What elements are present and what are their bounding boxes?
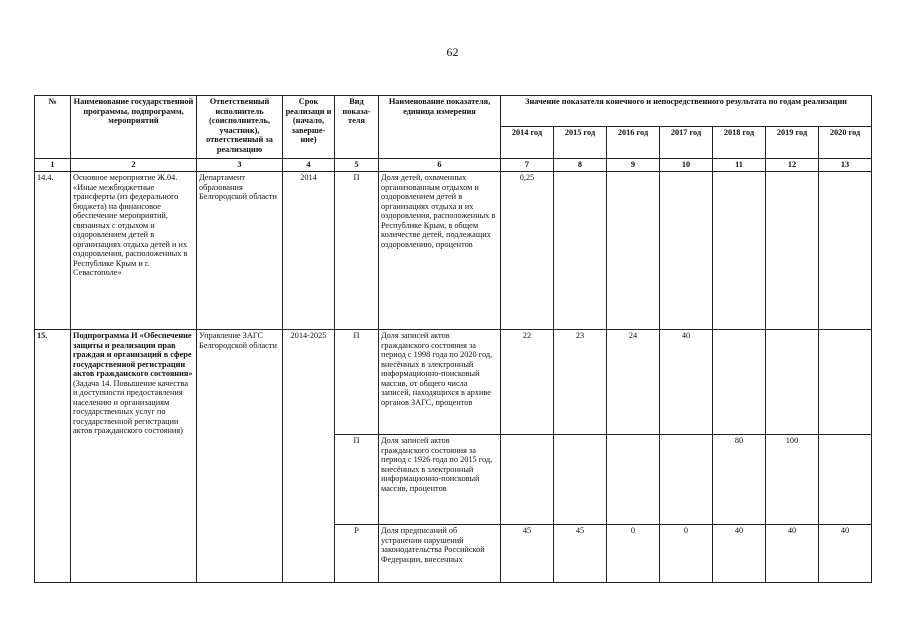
value-cell [607, 172, 660, 330]
value-cell: 0,25 [501, 172, 554, 330]
value-cell [607, 435, 660, 525]
value-cell: 40 [766, 525, 819, 583]
value-cell: 45 [501, 525, 554, 583]
row-term: 2014-2025 [283, 330, 335, 583]
row-indicator: Доля записей актов гражданского состояния за период с 1998 года по 2020 год, внесённых в электронный информационно-поисковый массив, от общего числа записей, находящихся в архиве органов ЗАГС, процентов [379, 330, 501, 435]
value-cell [819, 435, 872, 525]
column-number: 11 [713, 159, 766, 172]
value-cell [501, 435, 554, 525]
value-cell: 24 [607, 330, 660, 435]
subprogram-task: (Задача 14. Повышение качества и доступности предоставления населению и организациям государственных услуг по государственной регистрации актов гражданского состояния) [73, 378, 189, 435]
row-type: Р [335, 525, 379, 583]
value-cell [713, 172, 766, 330]
column-number: 9 [607, 159, 660, 172]
header-num: № [35, 96, 71, 159]
year-header: 2019 год [766, 127, 819, 159]
value-cell [766, 330, 819, 435]
column-number: 1 [35, 159, 71, 172]
row-indicator: Доля записей актов гражданского состояния за период с 1926 года по 2015 год, внесённых в электронный информационно-поисковый массив, процентов [379, 435, 501, 525]
value-cell: 80 [713, 435, 766, 525]
value-cell: 0 [607, 525, 660, 583]
subprogram-title: Подпрограмма И «Обеспечение защиты и реализации прав граждан и организаций в сфере государственной регистрации актов гражданского состояния» [73, 331, 193, 378]
row-indicator: Доля детей, охваченных организованным отдыхом и оздоровлением детей в организациях отдыха и их оздоровления, расположенных в Республике Крым, в общем количестве детей, подлежащих оздоровлению, процентов [379, 172, 501, 330]
row-type: П [335, 172, 379, 330]
value-cell: 23 [554, 330, 607, 435]
value-cell [713, 330, 766, 435]
column-number: 6 [379, 159, 501, 172]
year-header: 2016 год [607, 127, 660, 159]
value-cell: 100 [766, 435, 819, 525]
value-cell [554, 172, 607, 330]
year-header: 2015 год [554, 127, 607, 159]
column-number: 3 [197, 159, 283, 172]
indicators-table [34, 95, 872, 583]
value-cell: 0 [660, 525, 713, 583]
value-cell: 40 [819, 525, 872, 583]
header-row-1 [35, 96, 872, 127]
column-number: 2 [71, 159, 197, 172]
row-type: П [335, 330, 379, 435]
column-numbers-row [35, 159, 872, 172]
value-cell: 40 [660, 330, 713, 435]
value-cell [554, 435, 607, 525]
value-cell [819, 172, 872, 330]
row-term: 2014 [283, 172, 335, 330]
table-row [35, 172, 872, 330]
page-number: 62 [446, 45, 459, 59]
header-values-group: Значение показателя конечного и непосредственного результата по годам реализации [501, 96, 872, 127]
column-number: 4 [283, 159, 335, 172]
year-header: 2014 год [501, 127, 554, 159]
row-number: 15. [35, 330, 71, 583]
row-name [71, 330, 197, 583]
value-cell: 45 [554, 525, 607, 583]
column-number: 5 [335, 159, 379, 172]
column-number: 12 [766, 159, 819, 172]
row-type: П [335, 435, 379, 525]
value-cell [660, 435, 713, 525]
row-name: Основное мероприятие Ж.04. «Иные межбюджетные трансферты (из федерального бюджета) на финансовое обеспечение мероприятий, связанных с отдыхом и оздоровлением детей в организациях отдыха детей и их оздоровления, расположенных в Республике Крым и г. Севастополе» [71, 172, 197, 330]
row-executor: Управление ЗАГС Белгородской области [197, 330, 283, 583]
year-header: 2017 год [660, 127, 713, 159]
header-indicator: Наименование показателя, единица измерения [379, 96, 501, 159]
column-number: 7 [501, 159, 554, 172]
row-indicator: Доля предписаний об устранении нарушений законодательства Российской Федерации, внесенных [379, 525, 501, 583]
value-cell [660, 172, 713, 330]
year-header: 2020 год [819, 127, 872, 159]
column-number: 8 [554, 159, 607, 172]
row-number: 14.4. [35, 172, 71, 330]
column-number: 13 [819, 159, 872, 172]
row-executor: Департамент образования Белгородской области [197, 172, 283, 330]
year-header: 2018 год [713, 127, 766, 159]
value-cell [766, 172, 819, 330]
header-executor: Ответственный исполнитель (соисполнитель, участник), ответственный за реализацию [197, 96, 283, 159]
header-term: Срок реализаци и (начало, заверше-ние) [283, 96, 335, 159]
value-cell: 40 [713, 525, 766, 583]
value-cell: 22 [501, 330, 554, 435]
header-type: Вид показа-теля [335, 96, 379, 159]
header-name: Наименование государственной программы, подпрограмм, мероприятий [71, 96, 197, 159]
value-cell [819, 330, 872, 435]
column-number: 10 [660, 159, 713, 172]
table-row [35, 330, 872, 435]
